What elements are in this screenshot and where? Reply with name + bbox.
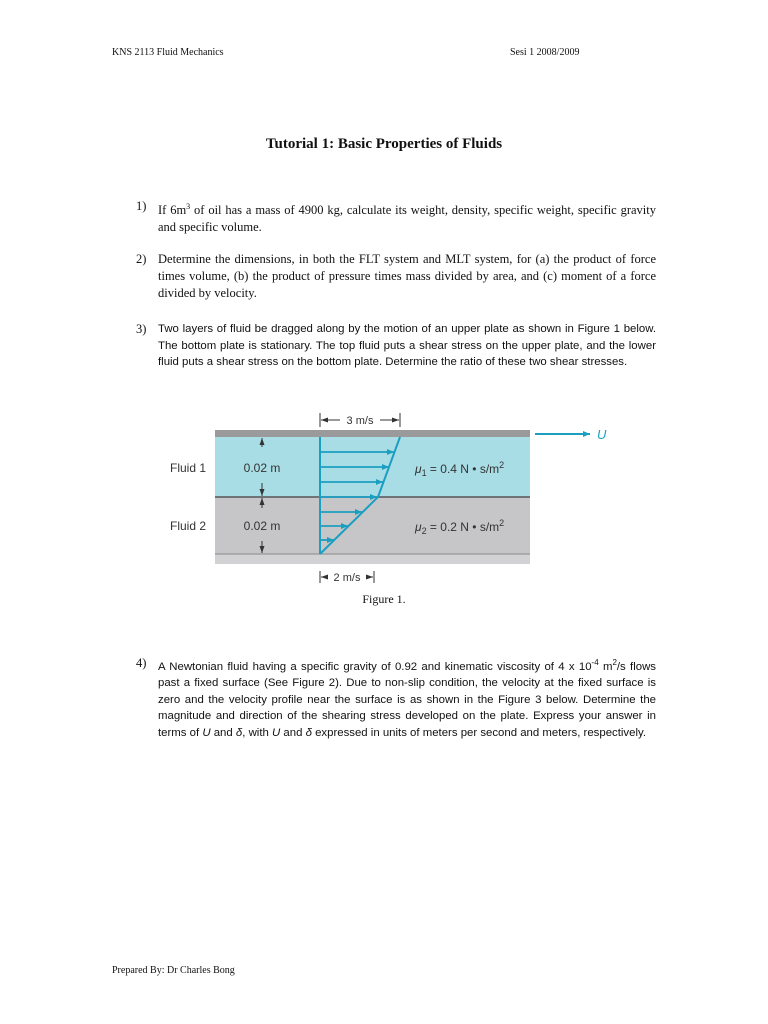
question-number: 3) bbox=[136, 322, 147, 336]
figure-caption: Figure 1. bbox=[362, 592, 406, 606]
top-velocity-label: 3 m/s bbox=[346, 415, 374, 427]
question-2 bbox=[136, 251, 656, 302]
mu-symbol: μ bbox=[415, 520, 422, 534]
page-title: Tutorial 1: Basic Properties of Fluids bbox=[265, 136, 503, 152]
symbol-delta: δ bbox=[235, 726, 243, 739]
two-layer-fluid-diagram bbox=[150, 405, 620, 590]
question-text-part: A Newtonian fluid having a specific gravity of 0.92 and kinematic viscosity of 4 x 10 bbox=[158, 660, 592, 673]
question-3 bbox=[136, 321, 656, 371]
question-text-part: and bbox=[210, 726, 236, 739]
bottom-velocity-label: 2 m/s bbox=[333, 572, 361, 584]
mu-symbol: μ bbox=[415, 462, 422, 476]
question-text-part: of oil has a mass of 4900 kg, calculate its weight, density, specific weight, specific gravity and specific volume. bbox=[158, 203, 656, 235]
header-course: KNS 2113 Fluid Mechanics bbox=[112, 47, 224, 58]
question-text-part: m bbox=[598, 660, 613, 673]
superscript: 2 bbox=[612, 658, 617, 667]
symbol-delta: δ bbox=[305, 726, 312, 739]
question-text-part: /s flows past a fixed surface (See Figure 2). Due to non-slip condition, the velocity at the fixed surface is zero and the velocity profile near the surface is as shown in the Figure 3 below. Determine the magnitude and direction of the shearing stress developed on the plate. Express your answer in terms of bbox=[158, 660, 656, 739]
bottom-plate bbox=[215, 554, 530, 564]
mu-value: = 0.4 N • s/m bbox=[426, 462, 500, 476]
mu-2-label bbox=[414, 518, 504, 536]
mu-subscript: 2 bbox=[421, 526, 427, 536]
question-number: 2) bbox=[136, 252, 147, 266]
fluid-1-thickness: 0.02 m bbox=[243, 461, 281, 475]
superscript: -4 bbox=[591, 658, 599, 667]
question-text-part: , with bbox=[242, 726, 272, 739]
fluid-2-label: Fluid 2 bbox=[170, 519, 207, 533]
question-text bbox=[158, 198, 656, 236]
mu-1-label bbox=[414, 460, 504, 478]
question-text bbox=[158, 655, 656, 741]
question-text: Determine the dimensions, in both the FLT system and MLT system, for (a) the product of force times volume, (b) the product of pressure times mass divided by area, and (c) moment of a force divided by velocity. bbox=[158, 252, 656, 300]
plate-velocity-label: U bbox=[597, 427, 607, 442]
question-4 bbox=[136, 655, 656, 741]
question-number: 1) bbox=[136, 199, 147, 213]
mu-subscript: 1 bbox=[421, 468, 427, 478]
question-text: Two layers of fluid be dragged along by the motion of an upper plate as shown in Figure 1 below. The bottom plate is stationary. The top fluid puts a shear stress on the upper plate, and the lower fluid puts a shear stress on the bottom plate. Determine the ratio of these two shear stresses. bbox=[158, 323, 656, 368]
mu-value: = 0.2 N • s/m bbox=[426, 520, 500, 534]
question-number: 4) bbox=[136, 656, 147, 670]
question-text-part: If 6m bbox=[158, 203, 187, 218]
mu-superscript: 2 bbox=[499, 518, 505, 528]
question-1 bbox=[136, 198, 656, 236]
upper-plate bbox=[215, 430, 530, 437]
question-text-part: and bbox=[280, 726, 306, 739]
symbol-u: U bbox=[202, 726, 211, 739]
footer-author: Prepared By: Dr Charles Bong bbox=[112, 965, 235, 976]
header-session: Sesi 1 2008/2009 bbox=[510, 47, 580, 58]
symbol-u: U bbox=[272, 726, 281, 739]
mu-superscript: 2 bbox=[499, 460, 505, 470]
fluid-1-label: Fluid 1 bbox=[170, 461, 207, 475]
question-text-part: expressed in units of meters per second and meters, respectively. bbox=[311, 726, 646, 739]
fluid-2-thickness: 0.02 m bbox=[243, 519, 281, 533]
superscript: 3 bbox=[186, 202, 191, 211]
figure-1 bbox=[150, 405, 620, 590]
